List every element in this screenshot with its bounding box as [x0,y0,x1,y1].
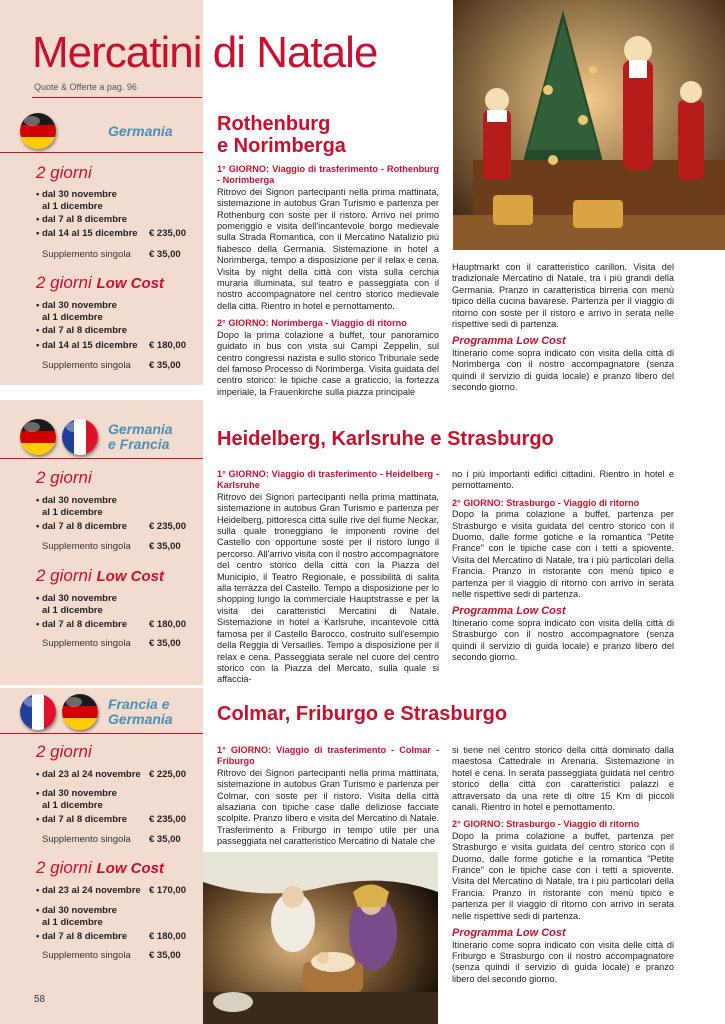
day2-text: Dopo la prima colazione a buffet, partenza per Strasburgo e visita guidata del centro storico con il Duomo, dalle forme gotiche e la romantica "Petite France" con le tipiche case con i tetti a spiovente. Visita del Mercatino di Natale, tra i più particolari della Francia. Pranzo in ristorante con menù tipico e partenza per il viaggio di ritorno con arrivo in serata nelle rispettive sedi di partenza. [452,830,674,921]
section3-block1-date2: • dal 30 novembre [36,788,117,799]
section2-block1-date1: • dal 30 novembre [36,495,117,506]
section3-block2-date3: • dal 7 al 8 dicembre € 180,00 [36,931,186,942]
section2-country: Germania e Francia [108,421,173,452]
price: € 235,00 [149,228,186,239]
section3-heading: Colmar, Friburgo e Strasburgo [217,703,508,725]
day1-title: 1° GIORNO: Viaggio di trasferimento - Colmar - Friburgo [217,745,439,767]
section3-block2-date2b: al 1 dicembre [42,917,103,928]
day1-text: Ritrovo dei Signori partecipanti nella prima mattinata, sistemazione in autobus Gran Turismo e partenza per Heidelberg, pittoresca città sulle rive del fiume Neckar, sulla quale troneggiano le imponenti rovine del Castello con opportune soste per il ristoro lungo il percorso. All'arrivo visita con il nostro accompagnatore del centro storico della città con la Piazza del Municipio, il Teatro Regionale, e possibilità di salita alla terrazza del Castello. Tempo a disposizione per lo shopping lungo la commerciale Hauptstrasse e per la visita dei caratteristici Mercatini di Natale. Sistemazione in hotel a Karlsruhe, incantevole città famosa per il Castello Barocco, costruito sull'esempio della Reggia di Versailles. Tempo a disposizione per il relax e cena. Passeggiata serale nel cuore del centro storico con la Piazza del Mercato, sulla quale si affaccia- [217,491,439,685]
sidebar-bg-bottom [0,688,203,1024]
section2-block2-date1: • dal 30 novembre [36,593,117,604]
price: € 235,00 [149,521,186,532]
page-title: Mercatini di Natale [32,28,378,77]
section1-heading-line1: Rothenburg [217,113,331,135]
section2-block2-supplement: Supplemento singola € 35,00 [42,638,181,649]
low-cost-text: Itinerario come sopra indicato con visita della città di Strasburgo con il nostro accompagnatore (senza quindi il servizio di guida locale) e pranzo libero del secondo giorno. [452,617,674,663]
flag-germany-icon [20,113,56,149]
section1-heading [217,113,346,157]
low-cost-title: Programma Low Cost [452,335,566,348]
section1-block1-date3: • dal 14 al 15 dicembre € 235,00 [36,228,186,239]
low-cost-title: Programma Low Cost [452,605,566,618]
section3-country: Francia e Germania [108,696,173,727]
price: € 225,00 [149,769,186,780]
price: € 35,00 [149,541,181,552]
day1-text: Ritrovo dei Signori partecipanti nella prima mattinata, sistemazione in autobus Gran Turismo e partenza per Rothenburg con soste per il ristoro. Arrivo nel primo pomeriggio e visita dell'incantevole borgo medievale sulla Strada Romantica, con il Mercatino Natalizio più fiabesco della Germania. Sistemazione in hotel a Norimberga, tempo a disposizione per il relax e cena. Visita by night della città con vista sulla cerchia muraria illuminata, sul teatro e passeggiata con il nostro accompagnatore nel centro storico medievale della città. Rientro in hotel e pernottamento. [217,186,439,311]
section3-block2-date1: • dal 23 al 24 novembre € 170,00 [36,885,186,896]
section1-divider [0,152,203,153]
price: € 35,00 [149,834,181,845]
photo-christmas-figurines [453,0,725,250]
section1-block2-date2: • dal 7 al 8 dicembre [36,325,127,336]
day1-title: 1° GIORNO: Viaggio di trasferimento - Rothenburg - Norimberga [217,164,439,186]
section1-block1-date2: • dal 7 al 8 dicembre [36,214,127,225]
price: € 180,00 [149,340,186,351]
section1-heading-line2: e Norimberga [217,135,346,157]
section3-divider [0,733,203,734]
section1-block1-duration: 2 giorni [36,163,92,182]
price: € 35,00 [149,360,181,371]
section2-block1-supplement: Supplemento singola € 35,00 [42,541,181,552]
photo-nativity-scene [203,852,438,1024]
day1-text: Ritrovo dei Signori partecipanti nella prima mattinata, sistemazione in autobus Gran Turismo e partenza per Colmar, con soste per il ristoro. Visita della città alsaziana con tipiche case dalle deliziose facciate scolpite. Pranzo libero e visita del Mercatino di Natale. Trasferimento a Friburgo in tempo utile per una passeggiata nel caratteristico Mercatino di Natale che [217,767,439,847]
section3-block1-supplement: Supplemento singola € 35,00 [42,834,181,845]
day2-title: 2° GIORNO: Strasburgo - Viaggio di ritorno [452,497,640,508]
section3-block1-date2b: al 1 dicembre [42,800,103,811]
section1-block1-date1: • dal 30 novembre [36,189,117,200]
low-cost-text: Itinerario come sopra indicato con visita delle città di Friburgo e Strasburgo con il nostro accompagnatore (senza quindi il servizio di guida locale) e pranzo libero del secondo giorno. [452,939,674,984]
section3-block1-duration: 2 giorni [36,742,92,761]
section1-block2-date1: • dal 30 novembre [36,300,117,311]
col2-text: no i più importanti edifici cittadini. Rientro in hotel e pernottamento. [452,469,674,491]
section1-block2-date1b: al 1 dicembre [42,312,103,323]
col2-text: si tiene nel centro storico della città dominato dalla maestosa Cattedrale in Arenaria. Sistemazione in hotel e cena. In serata passeggiata guidata nel centro storico della città con caratteristici palazzi e attraversato da una rete di oltre 15 Km di piccoli canali. Rientro in hotel e pernottamento. [452,745,674,813]
section1-col2 [452,262,674,399]
section2-block1-duration: 2 giorni [36,468,92,487]
section3-block1-date3: • dal 7 al 8 dicembre € 235,00 [36,814,186,825]
section2-block2-duration: 2 giorni Low Cost [36,566,164,585]
section2-divider [0,458,203,459]
section2-block2-date1b: al 1 dicembre [42,605,103,616]
flag-france-icon [20,694,56,730]
section1-block2-date3: • dal 14 al 15 dicembre € 180,00 [36,340,186,351]
day2-title: 2° GIORNO: Strasburgo - Viaggio di ritorno [452,819,640,830]
section3-block2-date2: • dal 30 novembre [36,905,117,916]
page-subtitle: Quote & Offerte a pag. 96 [34,82,137,92]
flag-france-icon [62,419,98,455]
section1-country: Germania [108,123,173,139]
title-divider [32,97,202,98]
price: € 35,00 [149,638,181,649]
section3-col1 [217,745,439,854]
section2-heading: Heidelberg, Karlsruhe e Strasburgo [217,428,554,450]
section2-block1-date2: • dal 7 al 8 dicembre € 235,00 [36,521,186,532]
day2-title: 2° GIORNO: Norimberga - Viaggio di ritorno [217,318,407,329]
section1-col1 [217,164,439,404]
flag-germany-icon [62,694,98,730]
section3-col2 [452,745,674,991]
section1-block2-supplement: Supplemento singola € 35,00 [42,360,181,371]
section1-block1-date1b: al 1 dicembre [42,201,103,212]
low-cost-text: Itinerario come sopra indicato con visita della città di Norimberga con il nostro accompagnatore (senza quindi il servizio di guida locale) e pranzo libero del secondo giorno. [452,347,674,393]
section3-block2-supplement: Supplemento singola € 35,00 [42,950,181,961]
section2-block1-date1b: al 1 dicembre [42,507,103,518]
section1-block2-duration: 2 giorni Low Cost [36,273,164,292]
section2-block2-date2: • dal 7 al 8 dicembre € 180,00 [36,619,186,630]
page-number: 58 [34,994,46,1005]
section2-col1 [217,469,439,692]
section2-col2 [452,469,674,670]
price: € 170,00 [149,885,186,896]
price: € 35,00 [149,249,181,260]
day1-title: 1° GIORNO: Viaggio di trasferimento - Heidelberg - Karlsruhe [217,469,439,491]
section1-block1-supplement: Supplemento singola € 35,00 [42,249,181,260]
section3-block1-date1: • dal 23 al 24 novembre € 225,00 [36,769,186,780]
price: € 235,00 [149,814,186,825]
flag-germany-icon [20,419,56,455]
low-cost-title: Programma Low Cost [452,927,566,940]
price: € 180,00 [149,931,186,942]
price: € 180,00 [149,619,186,630]
day2-text: Dopo la prima colazione a buffet, partenza per Strasburgo e visita guidata del centro storico con il Duomo, dalle forme gotiche e la romantica "Petite France" con le tipiche case con i tetti a spiovente. Visita del Mercatino di Natale, tra i più particolari della Francia. Pranzo in ristorante con menù tipico e partenza per il viaggio di ritorno con arrivo in serata nelle rispettive sedi di partenza. [452,509,674,600]
price: € 35,00 [149,950,181,961]
col2-text: Hauptmarkt con il caratteristico carillon. Visita del tradizionale Mercatino di Natale, tra i più grandi della Germania. Pranzo in caratteristica birreria con menù tipico della cucina bavarese. Partenza per il viaggio di ritorno con soste per il ristoro e arrivo in serata nelle rispettive sedi di partenza. [452,262,674,330]
section3-block2-duration: 2 giorni Low Cost [36,858,164,877]
day2-text: Dopo la prima colazione a buffet, tour panoramico guidato in bus con vista sui Campi Zeppelin, sul centro congressi nazista e sullo storico Tribunale sede del famoso Processo di Norimberga. Visita guidata del centro storico: le tipiche case a graticcio, la fortezza imperiale, la Frauenkirche sulla piazza principale [217,329,439,397]
